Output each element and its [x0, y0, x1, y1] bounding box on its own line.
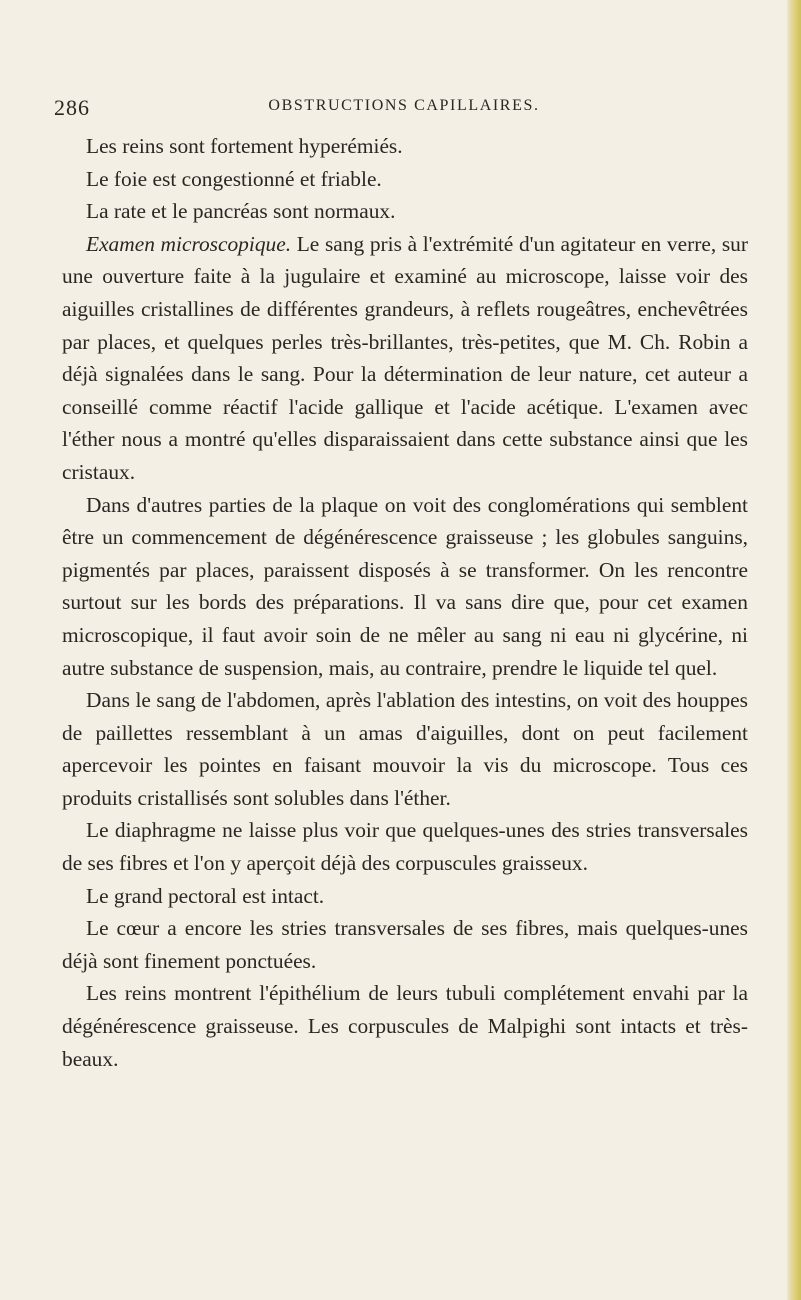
paragraph: Examen microscopique. Le sang pris à l'extrémité d'un agitateur en verre, sur une ouverture faite à la jugulaire et examiné au microscope, laisse voir des aiguilles cristallines de différentes grandeurs, à reflets rougeâtres, enchevêtrées par places, et quelques perles très-brillantes, très-petites, que M. Ch. Robin a déjà signalées dans le sang. Pour la détermination de leur nature, cet auteur a conseillé comme réactif l'acide gallique et l'acide acétique. L'examen avec l'éther nous a montré qu'elles disparaissaient dans cette substance ainsi que les cristaux. — [62, 231, 748, 484]
paragraph: La rate et le pancréas sont normaux. — [86, 199, 396, 224]
paragraph: Les reins sont fortement hyperémiés. — [86, 134, 403, 158]
paragraph: Les reins montrent l'épithélium de leurs tubuli complétement envahi par la dégénérescence graisseuse. Les corpuscules de Malpighi sont intacts et très-beaux. — [62, 981, 748, 1071]
paragraph: Dans d'autres parties de la plaque on voit des conglomérations qui semblent être un commencement de dégénérescence graisseuse ; les globules sanguins, pigmentés par places, paraissent disposés à se transformer. On les rencontre surtout sur les bords des préparations. Il va sans dire que, pour cet examen microscopique, il faut avoir soin de ne mêler au sang ni eau ni glycérine, ni autre substance de suspension, mais, au contraire, prendre le liquide tel quel. — [62, 492, 748, 680]
page-header — [54, 95, 754, 129]
paragraph: Dans le sang de l'abdomen, après l'ablation des intestins, on voit des houppes de paillettes ressemblant à un amas d'aiguilles, dont on peut facilement apercevoir les pointes en faisant mouvoir la vis du microscope. Tous ces produits cristallisés sont solubles dans l'éther. — [62, 688, 748, 810]
paragraph: Le foie est congestionné et friable. — [86, 166, 382, 191]
paragraph: Le grand pectoral est intact. — [86, 883, 325, 908]
paragraph: Le cœur a encore les stries transversales de ses fibres, mais quelques-unes déjà sont finement ponctuées. — [62, 916, 748, 973]
paragraph: Le diaphragme ne laisse plus voir que quelques-unes des stries transversales de ses fibres et l'on y aperçoit déjà des corpuscules graisseux. — [62, 818, 748, 876]
body-text — [62, 130, 748, 1075]
page-edge — [787, 0, 801, 1300]
section-lead: Examen microscopique. — [86, 231, 292, 256]
page-number: 286 — [54, 95, 90, 120]
running-head: OBSTRUCTIONS CAPILLAIRES. — [268, 97, 540, 114]
